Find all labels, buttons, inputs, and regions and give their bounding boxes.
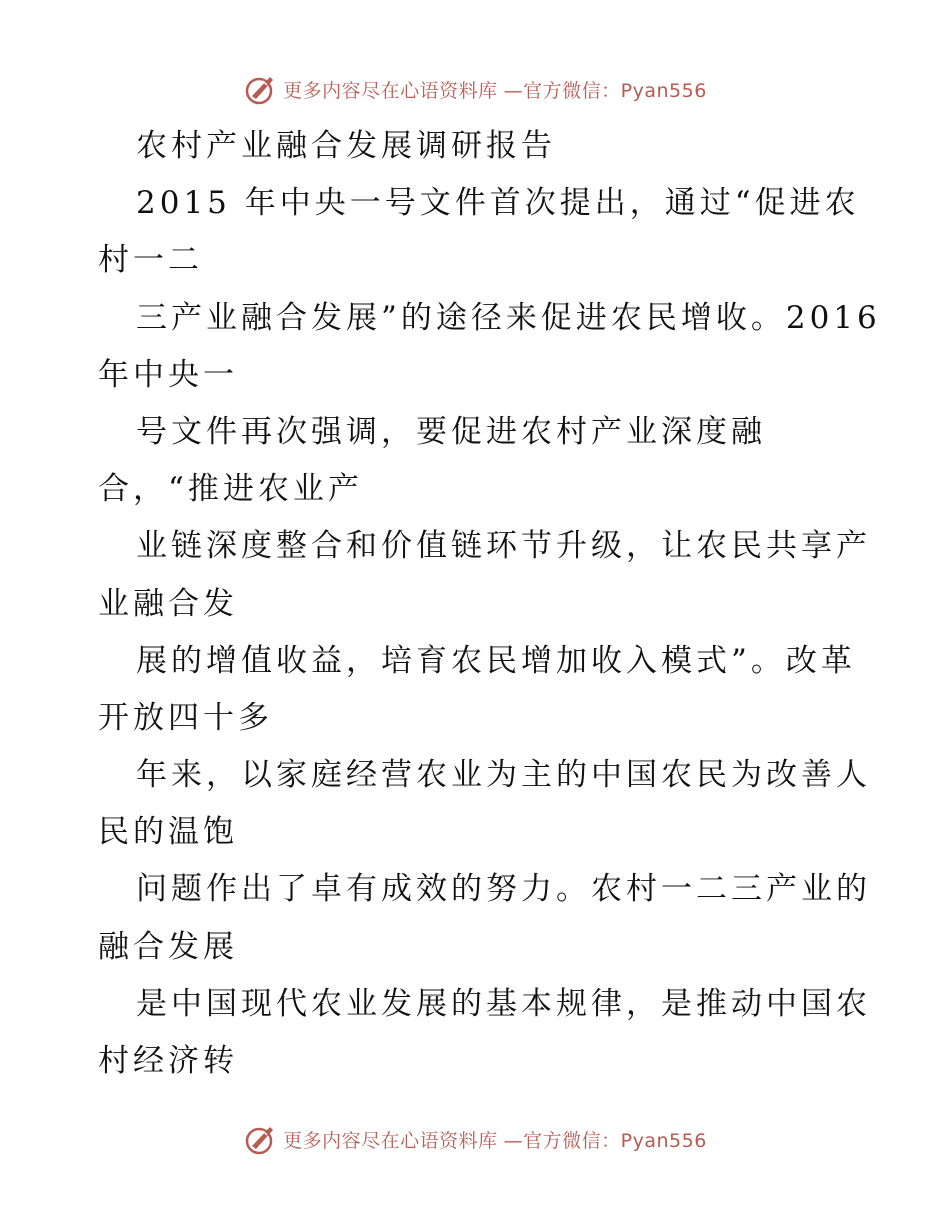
paragraph-line: 开放四十多 — [98, 699, 273, 736]
watermark-text: 更多内容尽在心语资料库 — [283, 1129, 498, 1152]
quill-logo-icon — [243, 1122, 277, 1156]
watermark-text: 更多内容尽在心语资料库 — [283, 79, 498, 102]
paragraph-line: 三产业融合发展”的途径来促进农民增收。2016 — [136, 299, 881, 336]
paragraph-line: 业链深度整合和价值链环节升级，让农民共享产 — [136, 528, 871, 565]
paragraph-line: 融合发展 — [98, 928, 238, 965]
paragraph-line: 业融合发 — [98, 585, 238, 622]
document-title: 农村产业融合发展调研报告 — [136, 128, 556, 164]
paragraph-line: 年中央一 — [98, 356, 238, 393]
header-watermark — [0, 71, 950, 107]
watermark-contact: —官方微信：Pyan556 — [503, 1129, 707, 1152]
paragraph-line: 2015 年中央一号文件首次提出，通过“促进农 — [136, 185, 860, 222]
paragraph-line: 号文件再次强调，要促进农村产业深度融 — [136, 413, 766, 450]
quill-logo-icon — [243, 72, 277, 106]
paragraph-line: 问题作出了卓有成效的努力。农村一二三产业的 — [136, 871, 871, 908]
paragraph-line: 合，“推进农业产 — [98, 471, 363, 508]
footer-watermark — [0, 1121, 950, 1157]
paragraph-line: 展的增值收益，培育农民增加收入模式”。改革 — [136, 642, 856, 679]
paragraph-line: 是中国现代农业发展的基本规律，是推动中国农 — [136, 985, 871, 1022]
document-body — [98, 118, 881, 1090]
paragraph-line: 村经济转 — [98, 1043, 238, 1079]
paragraph-line: 村一二 — [98, 242, 203, 279]
watermark-contact: —官方微信：Pyan556 — [503, 79, 707, 102]
paragraph-line: 民的温饱 — [98, 814, 238, 851]
paragraph-line: 年来，以家庭经营农业为主的中国农民为改善人 — [136, 757, 871, 794]
